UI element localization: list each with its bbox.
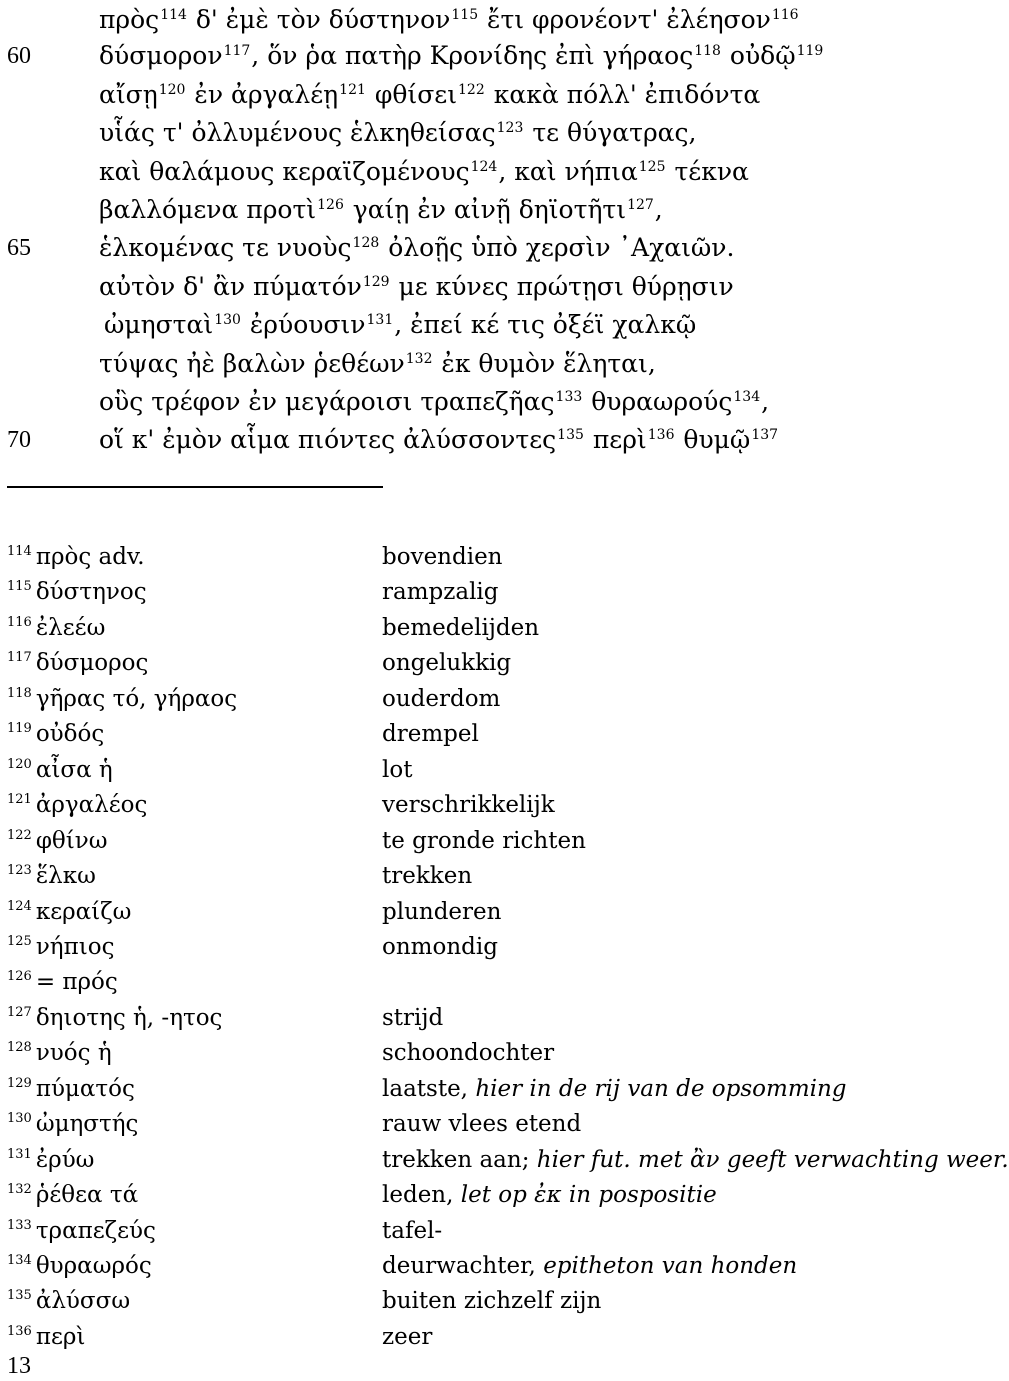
definition-text: trekken aan; xyxy=(382,1146,537,1173)
glossary-term-text: νυός ἡ xyxy=(35,1040,112,1067)
glossary-definition xyxy=(382,1320,432,1355)
verse-word: , ἐπεί κέ τις ὀξέϊ χαλκῷ xyxy=(394,310,697,339)
glossary-term-text: ἀλύσσω xyxy=(35,1288,131,1315)
footnote-ref: 131 xyxy=(366,312,394,328)
footnote-number: 119 xyxy=(7,721,32,737)
glossary-term xyxy=(7,1143,94,1178)
footnote-ref: 127 xyxy=(627,197,654,213)
glossary-term-text: δύσμορος xyxy=(35,650,149,677)
footnote-rule xyxy=(7,486,383,488)
footnote-number: 132 xyxy=(7,1182,32,1198)
verse-word: ὀλοῇς ὑπὸ χερσὶν ᾿Αχαιῶν. xyxy=(380,233,735,262)
glossary-term-text: ἕλκω xyxy=(35,863,96,890)
glossary-entry xyxy=(0,753,960,788)
verse-line xyxy=(0,153,960,191)
footnote-number: 133 xyxy=(7,1217,32,1233)
glossary-term-text: πρὸς adv. xyxy=(35,544,145,570)
verse-text xyxy=(104,306,696,344)
footnote-ref: 125 xyxy=(638,159,666,175)
definition-text: buiten zichzelf zijn xyxy=(382,1288,602,1315)
verse-word: βαλλόμενα προτὶ xyxy=(99,195,317,224)
glossary-definition xyxy=(382,1178,717,1213)
footnote-ref: 129 xyxy=(362,274,390,290)
definition-text: rauw vlees etend xyxy=(382,1111,582,1138)
glossary-definition xyxy=(382,1249,797,1284)
glossary-definition xyxy=(382,717,479,752)
footnote-ref: 120 xyxy=(158,82,186,98)
definition-text: verschrikkelijk xyxy=(382,792,555,819)
footnote-number: 114 xyxy=(7,544,32,559)
footnote-number: 115 xyxy=(7,579,32,595)
glossary-term xyxy=(7,1036,112,1071)
glossary-entry xyxy=(0,1107,960,1142)
verse-word: τέκνα xyxy=(666,157,749,186)
footnote-ref: 135 xyxy=(557,427,584,443)
glossary-term xyxy=(7,1320,85,1355)
verse-line-number: 65 xyxy=(7,235,31,261)
glossary-term-text: ἀργαλέος xyxy=(35,792,148,819)
verse-line xyxy=(0,76,960,114)
footnote-ref: 119 xyxy=(796,43,824,59)
definition-text: lot xyxy=(382,756,413,783)
glossary-entry xyxy=(0,540,960,575)
footnote-ref: 114 xyxy=(160,7,187,23)
footnote-number: 117 xyxy=(7,650,32,666)
glossary-term-text: ἐλεέω xyxy=(35,614,106,641)
definition-note: hier in de rij van de opsomming xyxy=(475,1075,847,1102)
glossary-term xyxy=(7,965,118,1000)
verse-line-number: 60 xyxy=(7,43,31,69)
glossary-term xyxy=(7,788,147,823)
definition-text: deurwachter, xyxy=(382,1253,544,1279)
footnote-ref: 123 xyxy=(496,120,524,136)
glossary-term xyxy=(7,1178,138,1213)
footnote-number: 126 xyxy=(7,969,32,985)
definition-text: bovendien xyxy=(382,544,503,570)
verse-word: θυραωρούς xyxy=(583,387,733,416)
footnote-ref: 134 xyxy=(733,389,761,405)
glossary-term xyxy=(7,824,108,859)
verse-word: ἔτι φρονέοντ' ἐλέησον xyxy=(479,5,771,34)
glossary-definition xyxy=(382,930,498,965)
glossary-definition xyxy=(382,788,555,823)
verse-word: δύσμορον xyxy=(99,41,223,70)
glossary-entry xyxy=(0,717,960,752)
glossary-entry xyxy=(0,1001,960,1036)
footnote-number: 135 xyxy=(7,1288,32,1304)
footnote-ref: 122 xyxy=(458,82,485,98)
glossary-definition xyxy=(382,646,511,681)
verse-word: οὓς τρέφον ἐν μεγάροισι τραπεζῆας xyxy=(99,387,555,416)
glossary-term xyxy=(7,1249,152,1284)
verse-word: κακὰ πόλλ' ἐπιδόντα xyxy=(485,80,761,109)
verse-word: περὶ xyxy=(584,425,647,454)
glossary-entry xyxy=(0,1320,960,1355)
glossary-entry xyxy=(0,1214,960,1249)
glossary-term-text: αἶσα ἡ xyxy=(35,756,113,783)
verse-text xyxy=(99,345,656,383)
glossary-term xyxy=(7,930,114,965)
footnote-number: 123 xyxy=(7,863,32,879)
glossary-term-text: δηιοτης ἡ, -ητος xyxy=(35,1004,223,1031)
verse-word: γαίῃ ἐν αἰνῇ δηϊοτῆτι xyxy=(344,195,627,224)
footnote-number: 116 xyxy=(7,614,32,630)
glossary-term xyxy=(7,611,105,646)
footnote-number: 129 xyxy=(7,1075,32,1091)
verse-word: αἴσῃ xyxy=(99,80,158,109)
footnote-ref: 126 xyxy=(317,197,344,213)
footnote-number: 130 xyxy=(7,1111,32,1127)
verse-line xyxy=(0,229,960,267)
glossary-term xyxy=(7,1001,222,1036)
verse-text xyxy=(99,268,734,306)
glossary-term xyxy=(7,540,145,575)
verse-line xyxy=(0,306,960,344)
glossary-term-text: κεραίζω xyxy=(35,898,132,925)
glossary-entry xyxy=(0,1143,1009,1178)
glossary-definition xyxy=(382,1001,443,1036)
definition-text: strijd xyxy=(382,1004,444,1031)
verse-line xyxy=(0,191,960,229)
glossary-entry xyxy=(0,1284,960,1319)
definition-text: zeer xyxy=(382,1323,433,1350)
footnote-ref: 133 xyxy=(555,389,583,405)
footnote-ref: 118 xyxy=(694,43,721,59)
glossary-term-text: ῥέθεα τά xyxy=(35,1182,139,1209)
verse-word: οὐδῷ xyxy=(721,41,796,70)
verse-text xyxy=(99,1,800,39)
glossary-term-text: φθίνω xyxy=(35,827,108,854)
glossary-entry xyxy=(0,930,960,965)
glossary-definition xyxy=(382,575,499,610)
definition-text: leden, xyxy=(382,1182,461,1209)
glossary-entry xyxy=(0,895,960,930)
footnote-ref: 137 xyxy=(751,427,779,443)
verse-word: τύψας ἠὲ βαλὼν ῥεθέων xyxy=(99,349,405,378)
glossary-definition xyxy=(382,859,472,894)
glossary-term-text: θυραωρός xyxy=(35,1253,152,1279)
footnote-number: 127 xyxy=(7,1004,32,1020)
footnote-ref: 136 xyxy=(647,427,675,443)
footnote-ref: 116 xyxy=(771,7,799,23)
verse-text xyxy=(99,114,696,152)
definition-note: let op ἐκ in pospositie xyxy=(460,1182,717,1209)
footnote-number: 120 xyxy=(7,756,32,772)
footnote-number: 134 xyxy=(7,1253,32,1268)
glossary-entry xyxy=(0,1178,960,1213)
glossary-entry xyxy=(0,682,960,717)
verse-line xyxy=(0,114,960,152)
glossary-term xyxy=(7,753,113,788)
glossary-definition xyxy=(382,1036,554,1071)
verse-text xyxy=(99,153,749,191)
definition-text: onmondig xyxy=(382,933,498,960)
footnote-ref: 130 xyxy=(214,312,241,328)
glossary-term-text: = πρός xyxy=(35,969,118,996)
glossary-definition xyxy=(382,1214,442,1249)
footnote-ref: 115 xyxy=(451,7,479,23)
verse-word: , καὶ νήπια xyxy=(498,157,638,186)
verse-word: τε θύγατρας, xyxy=(524,118,697,147)
verse-text xyxy=(99,191,663,229)
verse-word: πρὸς xyxy=(99,5,160,34)
verse-word: ἑλκομένας τε νυοὺς xyxy=(99,233,352,262)
glossary-definition xyxy=(382,1107,581,1142)
glossary-term xyxy=(7,1107,138,1142)
glossary-definition xyxy=(382,540,503,575)
glossary-term-text: οὐδός xyxy=(35,721,105,748)
glossary-term xyxy=(7,859,96,894)
definition-text: trekken xyxy=(382,863,473,890)
verse-word: , ὅν ῥα πατὴρ Κρονίδης ἐπὶ γήραος xyxy=(251,41,694,70)
glossary-term-text: ὠμηστής xyxy=(35,1111,139,1138)
verse-word: αὐτὸν δ' ἂν πύματόν xyxy=(99,272,362,301)
verse-text xyxy=(99,421,779,459)
glossary-entry xyxy=(0,859,960,894)
footnote-number: 122 xyxy=(7,827,32,843)
verse-word: ἐρύουσιν xyxy=(241,310,366,339)
footnote-number: 118 xyxy=(7,685,32,701)
footnote-ref: 128 xyxy=(352,235,380,251)
footnote-number: 121 xyxy=(7,792,32,808)
footnote-number: 128 xyxy=(7,1040,32,1056)
glossary-entry xyxy=(0,824,960,859)
verse-line xyxy=(0,345,960,383)
verse-word: , xyxy=(761,387,770,416)
verse-text xyxy=(99,37,824,75)
definition-text: drempel xyxy=(382,721,479,748)
glossary-definition xyxy=(382,753,412,788)
definition-text: te gronde richten xyxy=(382,827,586,854)
verse-word: , xyxy=(654,195,663,224)
glossary-term xyxy=(7,1214,156,1249)
verse-line xyxy=(0,37,960,75)
definition-text: schoondochter xyxy=(382,1040,555,1067)
footnote-number: 131 xyxy=(7,1146,32,1162)
footnote-ref: 124 xyxy=(470,159,498,175)
verse-word: καὶ θαλάμους κεραϊζομένους xyxy=(99,157,470,186)
verse-word: ὠμησταὶ xyxy=(104,310,214,339)
glossary-definition xyxy=(382,1072,847,1107)
verse-text xyxy=(99,76,760,114)
definition-text: rampzalig xyxy=(382,579,499,606)
verse-line xyxy=(0,383,960,421)
definition-text: laatste, xyxy=(382,1075,476,1102)
glossary-entry xyxy=(0,1072,960,1107)
definition-note: hier fut. met ἂν geeft verwachting weer. xyxy=(536,1146,1009,1173)
verse-word: ἐν ἀργαλέῃ xyxy=(186,80,339,109)
verse-line xyxy=(0,421,960,459)
glossary-entry xyxy=(0,788,960,823)
glossary-entry xyxy=(0,575,960,610)
glossary-term-text: πύματός xyxy=(35,1075,135,1102)
glossary-term-text: περὶ xyxy=(35,1323,86,1350)
glossary-term xyxy=(7,717,104,752)
page-number: 13 xyxy=(7,1353,31,1379)
footnote-ref: 117 xyxy=(223,43,251,59)
verse-word: οἵ κ' ἐμὸν αἷμα πιόντες ἀλύσσοντες xyxy=(99,425,557,454)
footnote-ref: 121 xyxy=(339,82,366,98)
glossary-definition xyxy=(382,1284,601,1319)
definition-text: tafel- xyxy=(382,1217,443,1244)
footnote-number: 125 xyxy=(7,933,32,949)
glossary-definition xyxy=(382,1143,1009,1178)
verse-word: φθίσει xyxy=(366,80,458,109)
definition-text: bemedelijden xyxy=(382,614,540,641)
glossary-definition xyxy=(382,611,539,646)
glossary-entry xyxy=(0,965,960,1000)
glossary-definition xyxy=(382,824,586,859)
glossary-term-text: δύστηνος xyxy=(35,579,147,606)
glossary-definition xyxy=(382,682,500,717)
glossary-term-text: τραπεζεύς xyxy=(35,1217,156,1244)
verse-text xyxy=(99,383,769,421)
glossary-term-text: γῆρας τό, γήραος xyxy=(35,685,238,712)
verse-word: ἐκ θυμὸν ἕληται, xyxy=(433,349,656,378)
verse-word: υἷάς τ' ὀλλυμένους ἑλκηθείσας xyxy=(99,118,496,147)
glossary-term xyxy=(7,895,131,930)
footnote-number: 136 xyxy=(7,1323,32,1339)
definition-text: ouderdom xyxy=(382,685,501,712)
glossary-entry xyxy=(0,1249,960,1284)
verse-word: δ' ἐμὲ τὸν δύστηνον xyxy=(187,5,451,34)
verse-word: θυμῷ xyxy=(675,425,751,454)
verse-line xyxy=(0,1,960,39)
glossary-term xyxy=(7,646,148,681)
glossary-term xyxy=(7,1072,135,1107)
verse-text xyxy=(99,229,734,267)
glossary-term xyxy=(7,682,237,717)
verse-word: με κύνες πρώτῃσι θύρῃσιν xyxy=(390,272,734,301)
definition-text: ongelukkig xyxy=(382,650,512,677)
glossary-entry xyxy=(0,1036,960,1071)
glossary-term xyxy=(7,1284,130,1319)
footnote-number: 124 xyxy=(7,898,32,914)
glossary-entry xyxy=(0,646,960,681)
definition-text: plunderen xyxy=(382,898,502,925)
glossary-term xyxy=(7,575,147,610)
footnote-ref: 132 xyxy=(405,351,433,367)
glossary-term-text: νήπιος xyxy=(35,933,115,960)
glossary-definition xyxy=(382,895,501,930)
glossary-entry xyxy=(0,611,960,646)
definition-note: epitheton van honden xyxy=(543,1253,798,1279)
verse-line xyxy=(0,268,960,306)
glossary-term-text: ἐρύω xyxy=(35,1146,95,1173)
verse-line-number: 70 xyxy=(7,427,31,453)
